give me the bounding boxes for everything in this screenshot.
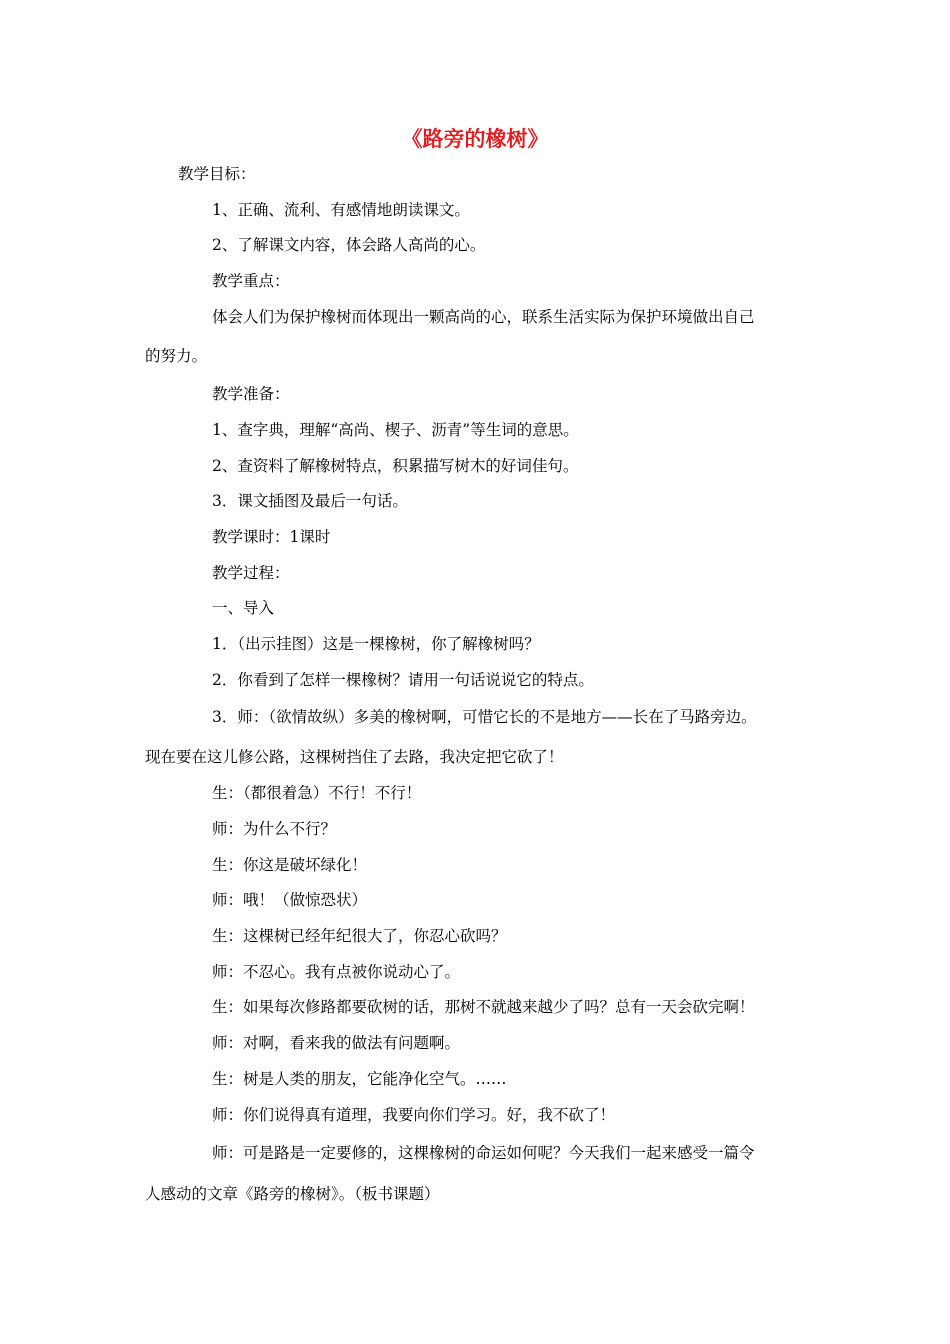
paragraph-continuation: 现在要在这儿修公路，这棵树挡住了去路，我决定把它砍了！ [145,748,564,766]
paragraph-continuation: 的努力。 [145,347,208,365]
dialogue-line: 师：你们说得真有道理，我要向你们学习。好，我不砍了！ [212,1106,616,1124]
dialogue-line: 生：这棵树已经年纪很大了，你忍心砍吗？ [212,927,507,945]
dialogue-line: 师：不忍心。我有点被你说动心了。 [212,963,461,981]
dialogue-line: 生：你这是破坏绿化！ [212,856,368,874]
section-heading-periods: 教学课时：1课时 [212,528,331,546]
subsection-heading-intro: 一、导入 [212,599,275,617]
section-heading-process: 教学过程： [212,564,290,582]
paragraph: 1、查字典，理解“高尚、楔子、沥青”等生词的意思。 [212,421,579,439]
section-heading-goals: 教学目标： [178,165,256,183]
paragraph: 1．（出示挂图）这是一棵橡树，你了解橡树吗？ [212,635,540,653]
dialogue-line: 生：如果每次修路都要砍树的话，那树不就越来越少了吗？总有一天会砍完啊！ [212,998,755,1016]
paragraph: 3．课文插图及最后一句话。 [212,492,408,510]
dialogue-line: 师：为什么不行？ [212,820,337,838]
paragraph: 2、了解课文内容，体会路人高尚的心。 [212,236,486,254]
paragraph: 3．师：（欲情故纵）多美的橡树啊，可惜它长的不是地方——长在了马路旁边。 [212,708,757,726]
paragraph-continuation: 人感动的文章《路旁的橡树》。（板书课题） [145,1185,440,1203]
paragraph: 1、正确、流利、有感情地朗读课文。 [212,201,470,219]
paragraph: 体会人们为保护橡树而体现出一颗高尚的心，联系生活实际为保护环境做出自己 [212,308,755,326]
paragraph: 2、查资料了解橡树特点，积累描写树木的好词佳句。 [212,457,579,475]
dialogue-line: 师：可是路是一定要修的，这棵橡树的命运如何呢？今天我们一起来感受一篇令 [212,1144,755,1162]
section-heading-preparation: 教学准备： [212,385,290,403]
paragraph: 2．你看到了怎样一棵橡树？请用一句话说说它的特点。 [212,671,594,689]
document-title: 《路旁的橡树》 [401,127,549,151]
dialogue-line: 师：对啊，看来我的做法有问题啊。 [212,1034,461,1052]
section-heading-focus: 教学重点： [212,272,290,290]
dialogue-line: 师：哦！（做惊恐状） [212,891,368,909]
dialogue-line: 生：（都很着急）不行！不行！ [212,784,422,802]
dialogue-line: 生：树是人类的朋友，它能净化空气。…… [212,1070,507,1088]
